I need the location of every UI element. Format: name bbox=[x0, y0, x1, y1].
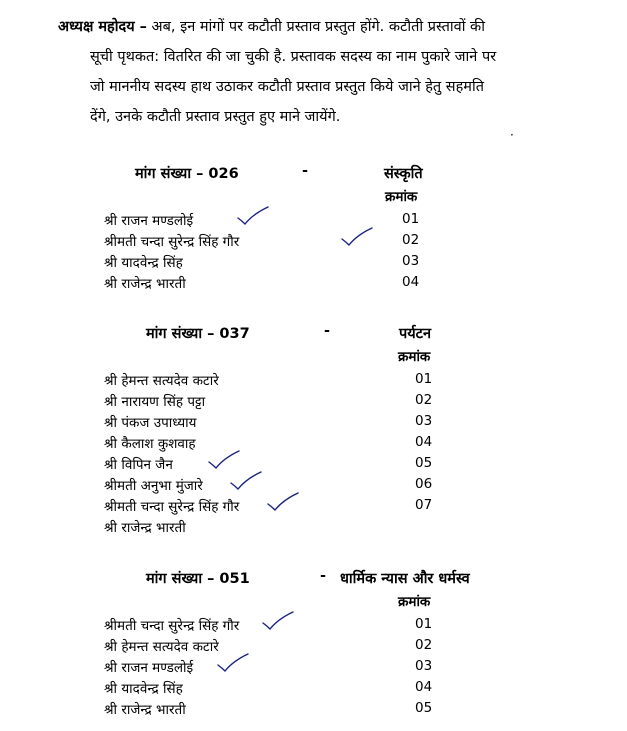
member-name: श्री हेमन्त सत्यदेव कटारे bbox=[104, 639, 219, 655]
member-name: श्री यादवेन्द्र सिंह bbox=[104, 681, 183, 697]
department-name: धार्मिक न्यास और धर्मस्व bbox=[340, 571, 470, 587]
member-name: श्री यादवेन्द्र सिंह bbox=[104, 255, 183, 271]
intro-line-1 bbox=[58, 12, 606, 42]
member-serial-number: 05 bbox=[415, 455, 433, 471]
kramank-label: क्रमांक bbox=[398, 349, 431, 365]
member-serial-number: 01 bbox=[402, 211, 420, 227]
member-name: श्री कैलाश कुशवाह bbox=[104, 436, 196, 452]
member-serial-number: 01 bbox=[415, 371, 433, 387]
check-mark-icon bbox=[207, 449, 241, 471]
intro-line-4: देंगे, उनके कटौती प्रस्ताव प्रस्तुत हुए माने जायेंगे. bbox=[90, 109, 341, 125]
member-name: श्री राजेन्द्र भारती bbox=[104, 276, 186, 292]
demand-number: मांग संख्या – 026 bbox=[135, 166, 239, 182]
intro-text-1: अब, इन मांगों पर कटौती प्रस्ताव प्रस्तुत होंगे. कटौती प्रस्तावों की bbox=[151, 19, 485, 35]
member-serial-number: 03 bbox=[415, 658, 433, 674]
demand-dash: - bbox=[320, 568, 327, 584]
member-name: श्रीमती अनुभा मुंजारे bbox=[104, 478, 203, 494]
member-serial-number: 02 bbox=[402, 232, 420, 248]
member-name: श्री राजेन्द्र भारती bbox=[104, 520, 186, 536]
member-serial-number: 02 bbox=[415, 637, 433, 653]
member-name: श्री पंकज उपाध्याय bbox=[104, 415, 197, 431]
demand-number: मांग संख्या – 051 bbox=[146, 571, 250, 587]
stray-mark: · bbox=[510, 128, 514, 142]
member-name: श्री राजेन्द्र भारती bbox=[104, 702, 186, 718]
member-serial-number: 05 bbox=[415, 700, 433, 716]
member-serial-number: 04 bbox=[402, 274, 420, 290]
member-serial-number: 04 bbox=[415, 434, 433, 450]
department-name: संस्कृति bbox=[384, 166, 423, 182]
check-mark-icon bbox=[236, 205, 270, 227]
check-mark-icon bbox=[229, 470, 263, 492]
member-serial-number: 07 bbox=[415, 497, 433, 513]
kramank-label: क्रमांक bbox=[398, 594, 431, 610]
check-mark-icon bbox=[216, 652, 250, 674]
member-serial-number: 03 bbox=[415, 413, 433, 429]
member-serial-number: 06 bbox=[415, 476, 433, 492]
member-name: श्री हेमन्त सत्यदेव कटारे bbox=[104, 373, 219, 389]
intro-paragraph bbox=[58, 12, 606, 132]
kramank-label: क्रमांक bbox=[385, 189, 418, 205]
demand-dash: - bbox=[324, 323, 331, 339]
member-name: श्री नारायण सिंह पट्टा bbox=[104, 394, 206, 410]
check-mark-icon bbox=[340, 226, 374, 248]
intro-line-3: जो माननीय सदस्य हाथ उठाकर कटौती प्रस्ताव प्रस्तुत किये जाने हेतु सहमति bbox=[90, 79, 485, 95]
member-serial-number: 01 bbox=[415, 616, 433, 632]
demand-number: मांग संख्या – 037 bbox=[146, 326, 250, 342]
member-name: श्रीमती चन्दा सुरेन्द्र सिंह गौर bbox=[104, 499, 240, 515]
check-mark-icon bbox=[261, 610, 295, 632]
member-name: श्रीमती चन्दा सुरेन्द्र सिंह गौर bbox=[104, 234, 240, 250]
check-mark-icon bbox=[266, 491, 300, 513]
speaker-label: अध्यक्ष महोदय – bbox=[58, 19, 147, 35]
member-serial-number: 03 bbox=[402, 253, 420, 269]
demand-dash: - bbox=[302, 163, 309, 179]
member-name: श्री विपिन जैन bbox=[104, 457, 173, 473]
member-serial-number: 04 bbox=[415, 679, 433, 695]
member-name: श्री राजन मण्डलोई bbox=[104, 213, 194, 229]
member-name: श्रीमती चन्दा सुरेन्द्र सिंह गौर bbox=[104, 618, 240, 634]
department-name: पर्यटन bbox=[399, 326, 432, 342]
member-serial-number: 02 bbox=[415, 392, 433, 408]
member-name: श्री राजन मण्डलोई bbox=[104, 660, 194, 676]
intro-line-2: सूची पृथकत: वितरित की जा चुकी है. प्रस्तावक सदस्य का नाम पुकारे जाने पर bbox=[90, 49, 497, 65]
